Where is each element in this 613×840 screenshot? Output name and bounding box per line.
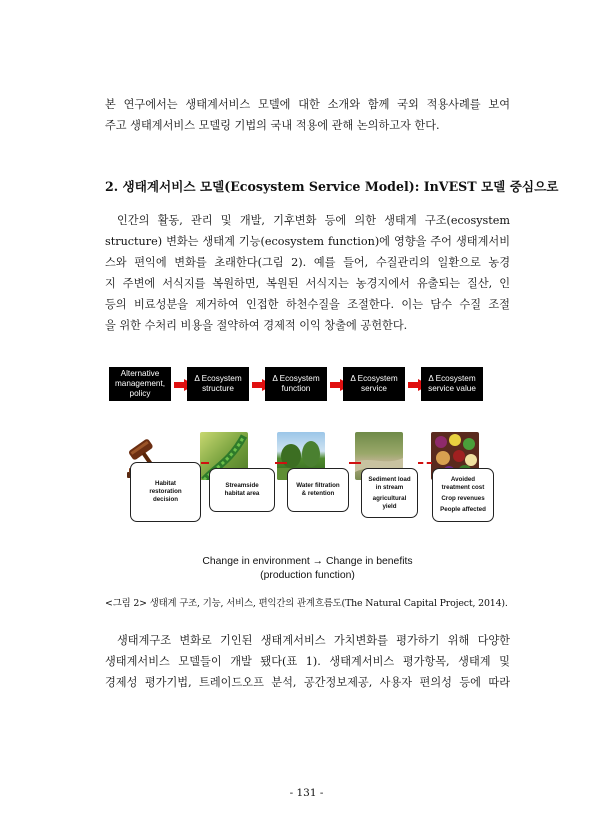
ecosystem-flow-figure — [105, 360, 510, 590]
body-line: structure) 변화는 생태계 기능(ecosystem function)에 영향을 주어 생태계서비 — [105, 235, 510, 248]
body-line: 등의 비료성분을 제거하여 인접한 하천수질을 조절한다. 이는 담수 수질 조절 — [105, 298, 510, 311]
body-line: 생태계서비스 모델들이 개발 됐다(표 1). 생태계서비스 평가항목, 생태계 및 — [105, 655, 510, 668]
body-line: 스와 편익에 변화를 초래한다(그림 2). 예를 들어, 수질관리의 일환으로 농경 — [105, 256, 510, 269]
flow-box-alternative-management: Alternative management, policy — [109, 367, 171, 401]
page-number: - 131 - — [289, 787, 324, 799]
section-heading: 2. 생태계서비스 모델(Ecosystem Service Model): InVEST 모델 중심으로 — [105, 179, 559, 194]
body-line: 생태계구조 변화로 기인된 생태계서비스 가치변화를 평가하기 위해 다양한 — [117, 634, 510, 647]
flow-box-ecosystem-service: Δ Ecosystem service — [343, 367, 405, 401]
figure-bottom-line-2: (production function) — [260, 570, 355, 581]
habitat-restoration-box: Habitat restoration decision — [130, 462, 201, 522]
intro-line: 주고 생태계서비스 모델링 기법의 국내 적용에 관해 논의하고자 한다. — [105, 119, 440, 132]
water-filtration-box: Water filtration & retention — [287, 468, 349, 512]
body-line: 지 주변에 서식지를 복원하면, 복원된 서식지는 농경지에서 유출되는 질산, 인 — [105, 277, 510, 290]
body-line: 경제성 평가기법, 트레이드오프 분석, 공간정보제공, 사용자 편의성 등에 따라 — [105, 676, 510, 689]
sediment-load-box: Sediment load in stream agricultural yield — [361, 468, 418, 518]
dashed-arrow — [275, 462, 287, 464]
streamside-habitat-box: Streamside habitat area — [209, 468, 275, 512]
flow-box-ecosystem-structure: Δ Ecosystem structure — [187, 367, 249, 401]
dashed-arrow — [201, 462, 209, 464]
intro-line: 본 연구에서는 생태계서비스 모델에 대한 소개와 함께 국외 적용사례를 보여 — [105, 98, 510, 111]
intro-paragraph — [105, 94, 510, 136]
dashed-arrow — [349, 462, 361, 464]
body-line: 인간의 활동, 관리 및 개발, 기후변화 등에 의한 생태계 구조(ecosystem — [117, 214, 510, 227]
flow-box-ecosystem-service-value: Δ Ecosystem service value — [421, 367, 483, 401]
body-line: 을 위한 수처리 비용을 절약하여 경제적 이익 창출에 공헌한다. — [105, 319, 408, 332]
body-paragraph-1 — [105, 210, 510, 336]
dashed-arrow — [418, 462, 432, 464]
body-paragraph-2 — [105, 630, 510, 693]
figure-caption: <그림 2> 생태계 구조, 기능, 서비스, 편익간의 관계흐름도(The Natural Capital Project, 2014). — [105, 598, 508, 609]
figure-bottom-line-1: Change in environment → Change in benefits — [202, 556, 413, 567]
avoided-cost-box: Avoided treatment cost Crop revenues People affected — [432, 468, 494, 522]
flow-box-ecosystem-function: Δ Ecosystem function — [265, 367, 327, 401]
